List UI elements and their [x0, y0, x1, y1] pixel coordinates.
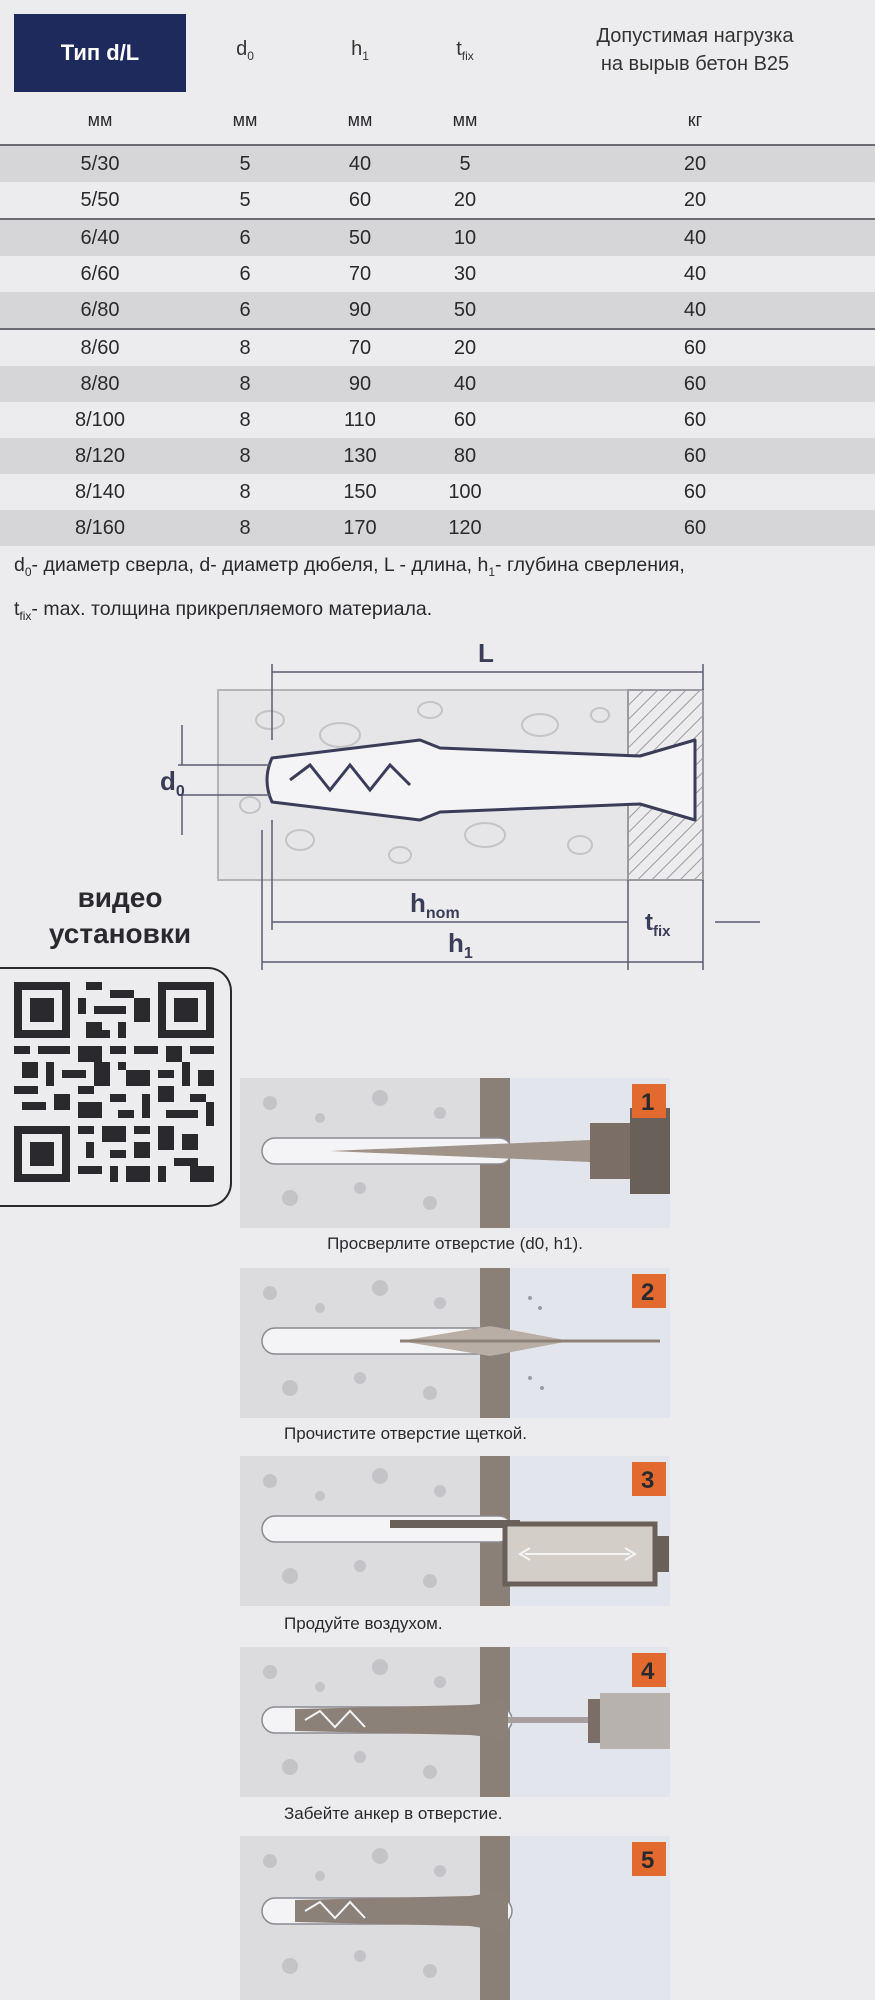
cell-tfix: 120	[448, 517, 482, 539]
cell-type: 6/60	[80, 263, 120, 285]
unit-cell: мм	[232, 110, 258, 130]
table-row	[0, 402, 875, 438]
header-d0: $d_0$	[236, 38, 254, 63]
cell-tfix: 80	[453, 445, 477, 467]
cell-load: 40	[683, 299, 707, 321]
svg-text:5: 5	[641, 1847, 655, 1874]
unit-cell: мм	[87, 110, 113, 130]
cell-load: 60	[683, 445, 707, 467]
cell-load: 60	[683, 373, 707, 395]
header-type: Тип d/L	[14, 14, 186, 92]
cell-type: 8/140	[74, 481, 126, 503]
cell-load: 60	[683, 337, 707, 359]
cell-load: 20	[683, 189, 707, 211]
cell-d0: 6	[239, 227, 251, 249]
table-row	[0, 438, 875, 474]
cell-type: 8/60	[80, 337, 120, 359]
cell-d0: 8	[239, 517, 251, 539]
cell-load: 60	[683, 409, 707, 431]
cell-load: 60	[683, 481, 707, 503]
cell-tfix: 30	[453, 263, 477, 285]
qr-code-icon[interactable]	[14, 982, 214, 1182]
cell-tfix: 5	[459, 153, 471, 175]
dimension-tfix	[703, 880, 760, 935]
cell-d0: 5	[239, 153, 251, 175]
header-tfix: $t_{fix}$	[456, 38, 474, 63]
unit-cell: мм	[347, 110, 373, 130]
step-5-image	[240, 1836, 670, 2000]
step-2-image	[240, 1268, 670, 1418]
cell-h1: 150	[343, 481, 377, 503]
svg-text:4: 4	[641, 1658, 655, 1685]
spec-table	[0, 0, 875, 546]
cell-type: 8/80	[80, 373, 120, 395]
legend-line-1: $d_0-$ диаметр сверла, d- диаметр дюбеля, L - длина, $h_1-$ глубина сверления,	[14, 554, 685, 579]
cell-type: 5/50	[80, 189, 120, 211]
table-row	[0, 474, 875, 510]
cell-h1: 130	[343, 445, 377, 467]
svg-text:2: 2	[641, 1279, 655, 1306]
cell-h1: 60	[348, 189, 372, 211]
label-d0: $d_0$	[160, 766, 185, 800]
table-row	[0, 366, 875, 402]
svg-text:1: 1	[641, 1089, 655, 1116]
cell-tfix: 60	[453, 409, 477, 431]
table-row	[0, 510, 875, 546]
cell-tfix: 40	[453, 373, 477, 395]
cell-type: 8/160	[74, 517, 126, 539]
cell-tfix: 100	[448, 481, 482, 503]
cell-d0: 8	[239, 337, 251, 359]
cell-type: 6/40	[80, 227, 120, 249]
table-body	[0, 144, 875, 546]
units-row	[0, 98, 875, 144]
cell-d0: 8	[239, 373, 251, 395]
cell-h1: 90	[348, 373, 372, 395]
cell-h1: 90	[348, 299, 372, 321]
cell-d0: 6	[239, 299, 251, 321]
step-1-caption: Просверлите отверстие (d0, h1).	[327, 1234, 583, 1253]
cell-tfix: 10	[453, 227, 477, 249]
cell-load: 20	[683, 153, 707, 175]
unit-cell: кг	[687, 110, 703, 130]
step-1-image	[240, 1078, 670, 1228]
step-4-image	[240, 1647, 670, 1797]
svg-text:3: 3	[641, 1467, 655, 1494]
table-row	[0, 256, 875, 292]
table-row	[0, 182, 875, 218]
cell-load: 40	[683, 263, 707, 285]
cell-d0: 8	[239, 481, 251, 503]
cell-tfix: 20	[453, 189, 477, 211]
cell-h1: 110	[344, 409, 376, 431]
step-2-caption: Прочистите отверстие щеткой.	[284, 1424, 528, 1443]
label-h1: $h_1$	[448, 928, 473, 962]
table-row	[0, 218, 875, 256]
legend	[14, 547, 864, 635]
cell-h1: 170	[343, 517, 377, 539]
cell-type: 8/100	[74, 409, 126, 431]
step-3-image	[240, 1456, 670, 1606]
header-h1: $h_1$	[351, 38, 369, 63]
table-row	[0, 292, 875, 328]
cell-type: 6/80	[80, 299, 120, 321]
cell-type: 8/120	[74, 445, 126, 467]
label-hnom: $h_{nom}$	[410, 888, 460, 922]
table-header	[0, 0, 875, 98]
video-title: видео установки	[48, 882, 192, 949]
cell-tfix: 50	[453, 299, 477, 321]
cell-h1: 70	[348, 337, 372, 359]
cell-h1: 70	[348, 263, 372, 285]
legend-line-2: $t_{fix}-$ max. толщина прикрепляемого материала.	[14, 597, 433, 623]
table-row	[0, 144, 875, 182]
header-load: Допустимая нагрузка на вырыв бетон B25	[596, 25, 794, 75]
table-row	[0, 328, 875, 366]
step-4-caption: Забейте анкер в отверстие.	[284, 1804, 503, 1823]
cell-d0: 5	[239, 189, 251, 211]
cell-load: 60	[683, 517, 707, 539]
cell-d0: 8	[239, 445, 251, 467]
label-tfix: $t_{fix}$	[645, 909, 671, 940]
cell-type: 5/30	[80, 153, 120, 175]
label-L: L	[478, 640, 494, 668]
step-3-caption: Продуйте воздухом.	[284, 1614, 443, 1633]
cell-load: 40	[683, 227, 707, 249]
cell-tfix: 20	[453, 337, 477, 359]
cell-d0: 8	[239, 409, 251, 431]
unit-cell: мм	[452, 110, 478, 130]
cell-h1: 50	[348, 227, 372, 249]
cell-d0: 6	[239, 263, 251, 285]
cell-h1: 40	[348, 153, 372, 175]
